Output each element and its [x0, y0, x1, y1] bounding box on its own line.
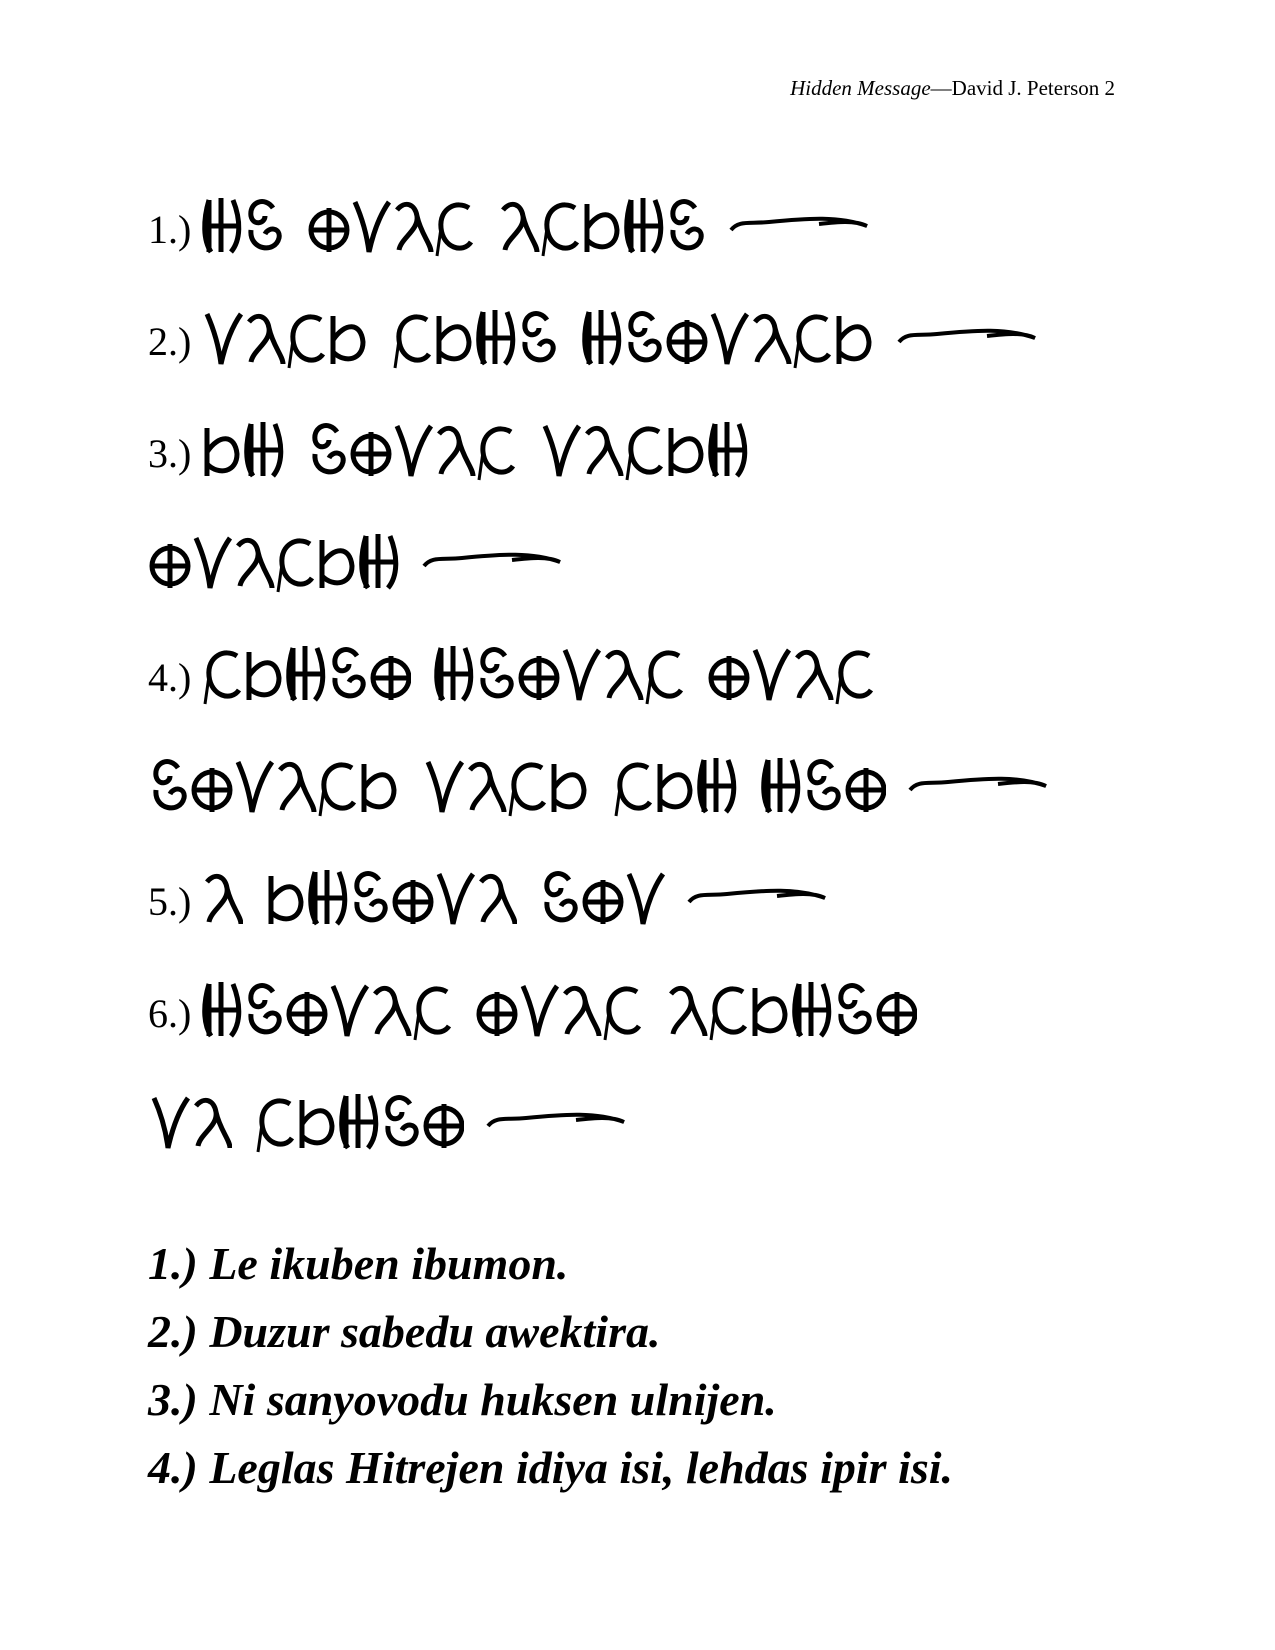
script-glyph [315, 426, 343, 472]
line-end-stroke-mark [486, 1086, 626, 1158]
script-glyph [587, 428, 621, 476]
script-glyph [627, 429, 661, 480]
script-glyph [481, 876, 515, 924]
script-word [707, 638, 875, 710]
script-word-glyphs [148, 1086, 232, 1158]
script-word [612, 750, 738, 822]
script-glyph [711, 989, 745, 1040]
line-end-stroke-mark [687, 862, 827, 934]
translation-line: 1.) Le ikuben ibumon. [148, 1238, 569, 1289]
script-glyph [470, 764, 504, 812]
script-word [539, 414, 749, 486]
script-word [201, 974, 453, 1046]
script-glyph [375, 988, 409, 1036]
script-glyph [439, 428, 473, 476]
script-glyph [249, 316, 283, 364]
line-end-stroke [422, 526, 562, 598]
script-glyph [841, 986, 869, 1032]
script-glyph [523, 986, 557, 1036]
script-glyph [333, 986, 367, 1036]
script-glyph [196, 1100, 230, 1148]
glyph-row [201, 638, 897, 710]
script-glyph [479, 310, 513, 364]
line-end-stroke-mark [897, 302, 1037, 374]
script-line [148, 1046, 1128, 1158]
script-glyph [194, 768, 230, 812]
script-word-glyphs [307, 414, 517, 486]
line-end-stroke-mark [908, 750, 1048, 822]
script-line [148, 374, 1128, 486]
script-glyph [357, 874, 385, 920]
script-glyph [154, 1098, 188, 1148]
script-glyph [587, 204, 617, 252]
script-glyph [525, 314, 553, 360]
script-glyph [205, 653, 239, 704]
script-glyph [428, 762, 462, 812]
script-glyph [353, 432, 389, 476]
script-word-glyphs [254, 1086, 464, 1158]
script-word-glyphs [539, 862, 665, 934]
script-glyph [700, 758, 734, 812]
script-glyph [554, 764, 584, 812]
script-glyph [289, 646, 323, 700]
document-title: Hidden Message [790, 76, 931, 100]
script-glyph [711, 422, 745, 476]
script-glyph [271, 876, 301, 924]
script-glyph [207, 428, 237, 476]
script-glyph [205, 982, 239, 1036]
script-glyph [669, 320, 705, 364]
script-glyph [616, 765, 650, 816]
script-glyph [397, 204, 431, 252]
script-glyph [795, 982, 829, 1036]
script-word [307, 414, 517, 486]
script-word-glyphs [475, 974, 643, 1046]
script-glyph [483, 650, 511, 696]
line-number: 6.) [148, 991, 192, 1036]
script-glyph [797, 652, 831, 700]
line-number: 3.) [148, 431, 192, 476]
line-end-stroke [897, 302, 1037, 374]
translation-line: 2.) Duzur sabedu awektira. [148, 1306, 661, 1357]
script-glyph [247, 422, 281, 476]
glyph-row [201, 190, 869, 262]
script-glyph [711, 656, 747, 700]
script-glyph [671, 428, 701, 476]
script-word [201, 302, 369, 374]
script-glyph [565, 650, 599, 700]
line-end-stroke [486, 1086, 626, 1158]
script-word [254, 1086, 464, 1158]
script-glyph [373, 656, 409, 700]
document-author: —David J. Peterson [930, 76, 1100, 100]
script-word-glyphs [612, 750, 738, 822]
script-glyph [503, 204, 537, 252]
script-word [497, 190, 707, 262]
script-glyph [280, 764, 314, 812]
script-word-glyphs [148, 750, 400, 822]
line-end-stroke [687, 862, 827, 934]
script-glyph [289, 317, 323, 368]
script-word-glyphs [760, 750, 886, 822]
script-word-glyphs [201, 414, 285, 486]
script-glyph [205, 198, 239, 252]
script-glyph [333, 316, 363, 364]
script-glyph [439, 874, 473, 924]
script-glyph [258, 1101, 292, 1152]
script-glyph [311, 870, 345, 924]
script-word-glyphs [201, 974, 453, 1046]
script-glyph [510, 765, 544, 816]
script-word-glyphs [665, 974, 917, 1046]
glyph-row [201, 414, 771, 486]
script-word-glyphs [581, 302, 875, 374]
script-glyph [249, 652, 279, 700]
line-end-stroke [908, 750, 1048, 822]
script-glyph [660, 764, 690, 812]
script-glyph [755, 650, 789, 700]
script-glyph [238, 540, 272, 588]
script-word-glyphs [201, 190, 285, 262]
script-glyph [207, 876, 241, 924]
line-number: 4.) [148, 655, 192, 700]
glyph-row [201, 302, 1037, 374]
script-glyph [335, 650, 363, 696]
script-glyph [671, 988, 705, 1036]
script-word [665, 974, 917, 1046]
script-glyph [251, 202, 279, 248]
script-word-glyphs [307, 190, 475, 262]
script-glyph [322, 540, 352, 588]
script-glyph [388, 1098, 416, 1144]
script-glyph [207, 314, 241, 364]
script-word-glyphs [433, 638, 685, 710]
script-word [422, 750, 590, 822]
script-word-glyphs [201, 302, 369, 374]
glyph-row [148, 1086, 626, 1158]
script-line [148, 934, 1128, 1046]
script-word-glyphs [707, 638, 875, 710]
script-glyph [437, 646, 471, 700]
script-line [148, 710, 1128, 822]
script-word-glyphs [201, 862, 243, 934]
script-word [265, 862, 517, 934]
script-glyph [545, 426, 579, 476]
script-word-glyphs [497, 190, 707, 262]
script-word [307, 190, 475, 262]
script-glyph [251, 986, 279, 1032]
script-glyph [152, 544, 188, 588]
script-word-glyphs [148, 526, 400, 598]
script-glyph [647, 653, 681, 704]
script-glyph [848, 768, 884, 812]
script-word [201, 190, 285, 262]
script-glyph [320, 765, 354, 816]
script-word [539, 862, 665, 934]
script-glyph [278, 541, 312, 592]
script-word [201, 414, 285, 486]
translation-line: 4.) Leglas Hitrejen idiya isi, lehdas ipir isi. [148, 1442, 953, 1493]
script-glyph [607, 652, 641, 700]
script-glyph [311, 208, 347, 252]
script-word [148, 526, 400, 598]
script-glyph [395, 317, 429, 368]
script-word [148, 1086, 232, 1158]
line-end-stroke-mark [729, 190, 869, 262]
script-glyph [426, 1104, 462, 1148]
page-header [790, 76, 1115, 101]
script-line [148, 822, 1128, 934]
translation-line: 3.) Ni sanyovodu huksen ulnijen. [148, 1374, 777, 1425]
script-glyph [839, 316, 869, 364]
line-end-stroke-mark [422, 526, 562, 598]
line-number: 2.) [148, 319, 192, 364]
script-glyph [437, 205, 471, 256]
script-glyph [764, 758, 798, 812]
script-word-glyphs [265, 862, 517, 934]
script-glyph [810, 762, 838, 808]
script-glyph [543, 205, 577, 256]
script-word-glyphs [391, 302, 559, 374]
script-glyph [342, 1094, 376, 1148]
glyph-row [201, 862, 827, 934]
script-glyph [415, 989, 449, 1040]
script-glyph [755, 988, 785, 1036]
line-end-stroke [729, 190, 869, 262]
script-line [148, 262, 1128, 374]
script-glyph [627, 198, 661, 252]
script-glyph [565, 988, 599, 1036]
script-glyph [795, 317, 829, 368]
script-glyph [302, 1100, 332, 1148]
script-glyph [439, 316, 469, 364]
script-glyph [879, 992, 915, 1036]
script-glyph [547, 874, 575, 920]
script-glyph [479, 992, 515, 1036]
script-word [148, 750, 400, 822]
script-line [148, 486, 1128, 598]
script-word-glyphs [201, 638, 411, 710]
glyph-row [148, 750, 1048, 822]
page-number: 2 [1104, 76, 1115, 100]
script-glyph [238, 762, 272, 812]
script-glyph [585, 310, 619, 364]
script-glyph [364, 764, 394, 812]
script-glyph [631, 314, 659, 360]
script-glyph [837, 653, 871, 704]
script-line [148, 150, 1128, 262]
script-word [760, 750, 886, 822]
script-word [201, 638, 411, 710]
script-glyph [156, 762, 184, 808]
constructed-script-text [148, 150, 1128, 1158]
script-glyph [585, 880, 621, 924]
translations [148, 1230, 953, 1502]
script-glyph [755, 316, 789, 364]
script-word [433, 638, 685, 710]
script-glyph [673, 202, 701, 248]
script-word [201, 862, 243, 934]
glyph-row [201, 974, 939, 1046]
script-word-glyphs [539, 414, 749, 486]
line-number: 5.) [148, 879, 192, 924]
script-word [475, 974, 643, 1046]
script-glyph [289, 992, 325, 1036]
script-glyph [521, 656, 557, 700]
line-number: 1.) [148, 207, 192, 252]
glyph-row [148, 526, 562, 598]
script-word-glyphs [422, 750, 590, 822]
script-glyph [629, 874, 663, 924]
script-line [148, 598, 1128, 710]
script-word [391, 302, 559, 374]
script-glyph [355, 202, 389, 252]
script-glyph [362, 534, 396, 588]
script-glyph [395, 880, 431, 924]
script-glyph [397, 426, 431, 476]
script-glyph [196, 538, 230, 588]
script-glyph [479, 429, 513, 480]
script-word [581, 302, 875, 374]
script-glyph [713, 314, 747, 364]
script-glyph [605, 989, 639, 1040]
